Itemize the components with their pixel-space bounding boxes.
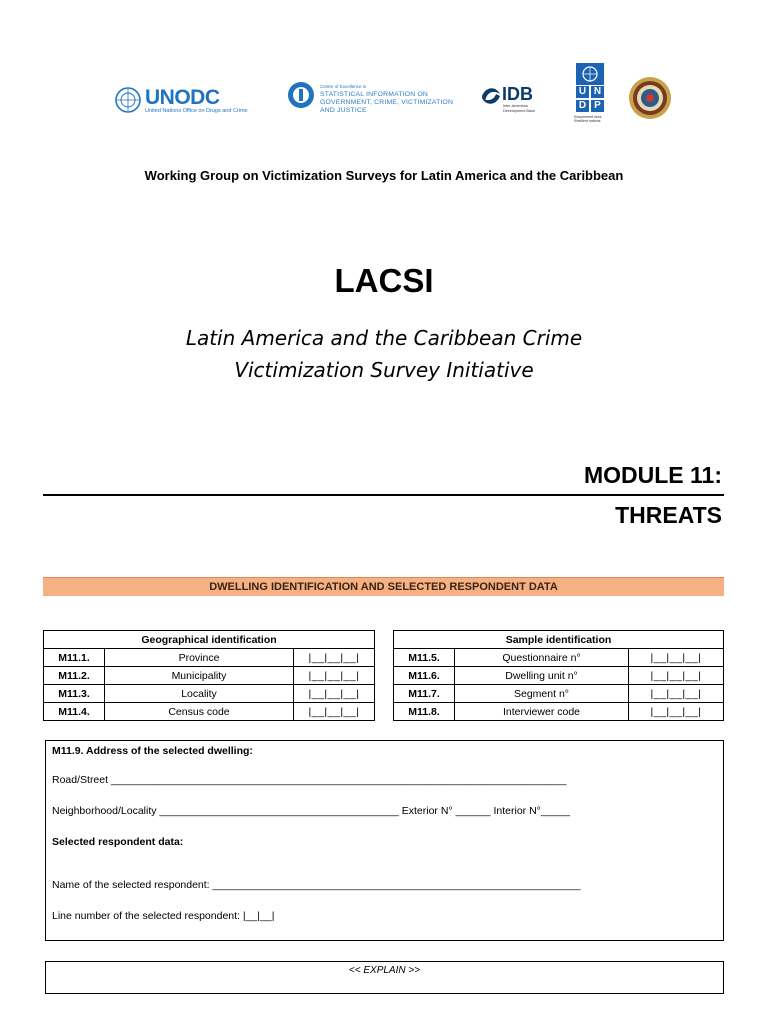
- code-entry-box[interactable]: |__|__|__|: [629, 703, 724, 721]
- undp-letter: N: [591, 86, 604, 98]
- address-heading: M11.9. Address of the selected dwelling:: [52, 745, 253, 757]
- field-label: Municipality: [105, 667, 294, 685]
- code-entry-box[interactable]: |__|__|__|: [294, 667, 375, 685]
- unodc-name: UNODC: [145, 86, 220, 109]
- working-group-title: Working Group on Victimization Surveys for Latin America and the Caribbean: [144, 168, 624, 183]
- undp-letter: U: [576, 86, 589, 98]
- coe-emblem-icon: [286, 80, 316, 110]
- question-code: M11.3.: [44, 685, 105, 703]
- field-label: Interviewer code: [455, 703, 629, 721]
- question-code: M11.5.: [394, 649, 455, 667]
- respondent-line-number-field[interactable]: Line number of the selected respondent: |__|__|: [52, 910, 275, 922]
- un-emblem-icon: [581, 65, 599, 83]
- divider: [43, 494, 724, 496]
- field-label: Segment n°: [455, 685, 629, 703]
- undp-emblem: [576, 63, 604, 85]
- section-banner: DWELLING IDENTIFICATION AND SELECTED RESPONDENT DATA: [43, 577, 724, 596]
- un-emblem-icon: [114, 86, 142, 114]
- field-label: Dwelling unit n°: [455, 667, 629, 685]
- oas-logo: [628, 76, 672, 120]
- question-code: M11.1.: [44, 649, 105, 667]
- table-row: [394, 649, 724, 667]
- document-subtitle: [0, 322, 768, 386]
- module-number: MODULE 11:: [583, 462, 722, 488]
- undp-letter: D: [576, 100, 589, 112]
- idb-logo: [480, 84, 540, 114]
- respondent-name-field[interactable]: Name of the selected respondent: _______________________________________________________________: [52, 879, 581, 891]
- table-row: [44, 703, 375, 721]
- undp-letter: P: [591, 100, 604, 112]
- field-label: Questionnaire n°: [455, 649, 629, 667]
- table-row: [394, 703, 724, 721]
- field-label: Census code: [105, 703, 294, 721]
- code-entry-box[interactable]: |__|__|__|: [629, 685, 724, 703]
- code-entry-box[interactable]: |__|__|__|: [294, 685, 375, 703]
- table-row: [44, 667, 375, 685]
- undp-logo: [574, 63, 604, 133]
- coe-logo: [286, 80, 458, 120]
- unodc-caption: United Nations Office on Drugs and Crime: [145, 108, 248, 114]
- unodc-logo: [114, 86, 256, 116]
- table-row: [394, 667, 724, 685]
- subtitle-line: Victimization Survey Initiative: [234, 358, 534, 382]
- coe-caption: STATISTICAL INFORMATION ON GOVERNMENT, CRIME, VICTIMIZATION AND JUSTICE: [320, 91, 454, 114]
- document-title: LACSI: [334, 262, 434, 299]
- coe-caption-small: Centre of Excellence in: [320, 84, 367, 89]
- table-row: [44, 685, 375, 703]
- oas-seal-icon: [628, 76, 672, 120]
- table-row: [44, 649, 375, 667]
- module-name: THREATS: [615, 502, 722, 528]
- code-entry-box[interactable]: |__|__|__|: [294, 703, 375, 721]
- field-label: Province: [105, 649, 294, 667]
- question-code: M11.7.: [394, 685, 455, 703]
- question-code: M11.4.: [44, 703, 105, 721]
- geographical-identification-table: [43, 630, 375, 721]
- undp-tagline: Empowered lives. Resilient nations.: [574, 115, 603, 124]
- code-entry-box[interactable]: |__|__|__|: [629, 649, 724, 667]
- respondent-heading: Selected respondent data:: [52, 836, 184, 848]
- idb-name: IDB: [502, 84, 533, 104]
- code-entry-box[interactable]: |__|__|__|: [629, 667, 724, 685]
- road-street-field[interactable]: Road/Street ______________________________________________________________________________: [52, 774, 567, 786]
- code-entry-box[interactable]: |__|__|__|: [294, 649, 375, 667]
- field-label: Locality: [105, 685, 294, 703]
- idb-caption: Inter-American Development Bank: [503, 104, 536, 113]
- table-heading: Geographical identification: [44, 631, 375, 649]
- idb-emblem-icon: [480, 86, 502, 106]
- question-code: M11.6.: [394, 667, 455, 685]
- question-code: M11.8.: [394, 703, 455, 721]
- address-section: [45, 740, 724, 941]
- question-code: M11.2.: [44, 667, 105, 685]
- subtitle-line: Latin America and the Caribbean Crime: [185, 326, 583, 350]
- sample-identification-table: [393, 630, 724, 721]
- table-row: [394, 685, 724, 703]
- explain-box: << EXPLAIN >>: [45, 961, 724, 994]
- neighborhood-field[interactable]: Neighborhood/Locality _________________________________________ Exterior N° ______ Interior N°_____: [52, 805, 571, 817]
- table-heading: Sample identification: [394, 631, 724, 649]
